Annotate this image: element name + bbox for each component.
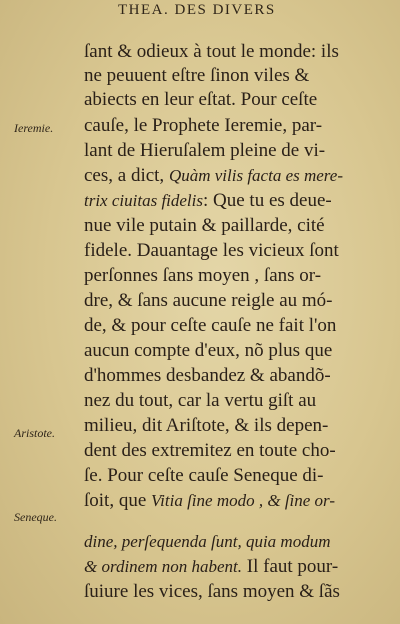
text-line-3: abiects en leur eſtat. Pour ceſte: [84, 89, 318, 110]
text-line-7: trix ciuitas fidelis: Que tu es deue-: [84, 190, 332, 211]
text-line-10: perſonnes ſans moyen , ſans or-: [84, 265, 322, 286]
latin-quote-seneque-3: & ordinem non habent.: [84, 557, 243, 576]
text-line-5: lant de Hieruſalem pleine de vi-: [84, 140, 326, 161]
text-line-18: ſe. Pour ceſte cauſe Seneque di-: [84, 465, 324, 486]
text-line-22: & ordinem non habent. Il faut pour-: [84, 556, 339, 577]
running-head: THEA. DES DIVERS: [118, 2, 276, 18]
latin-quote-ieremie-1: Quàm vilis facta es mere-: [168, 166, 343, 185]
text-line-16: milieu, dit Ariſtote, & ils depen-: [84, 415, 329, 436]
text-line-6: ces, a dict, Quàm vilis facta es mere-: [84, 165, 343, 186]
text-line-2: ne peuuent eſtre ſinon viles &: [84, 65, 310, 86]
text-line-1: ſant & odieux à tout le monde: ils: [84, 41, 339, 62]
margin-note-aristote: Aristote.: [14, 426, 55, 440]
text-line-8: nue vile putain & paillarde, cité: [84, 215, 325, 236]
text-line-23: ſuiure les vices, ſans moyen & ſãs: [84, 581, 340, 602]
margin-note-ieremie: Ieremie.: [14, 121, 54, 135]
text-line-12: de, & pour ceſte cauſe ne fait l'on: [84, 315, 337, 336]
latin-quote-seneque-2: dine, perſequenda ſunt, quia modum: [84, 532, 331, 551]
text-line-19: ſoit, que Vitia ſine modo , & ſine or-: [84, 490, 335, 511]
text-line-21: [84, 530, 330, 554]
text-line-15: nez du tout, car la vertu giſt au: [84, 390, 317, 411]
margin-note-seneque: Seneque.: [14, 510, 57, 524]
text-line-11: dre, & ſans aucune reigle au mó-: [84, 290, 333, 311]
text-line-14: d'hommes desbandez & abandõ-: [84, 365, 331, 386]
text-line-13: aucun compte d'eux, nõ plus que: [84, 340, 333, 361]
latin-quote-ieremie-2: trix ciuitas fidelis: [84, 191, 203, 210]
latin-quote-seneque-1: Vitia ſine modo , & ſine or-: [151, 491, 335, 510]
text-line-4: cauſe, le Prophete Ieremie, par-: [84, 115, 323, 136]
text-line-9: fidele. Dauantage les vicieux ſont: [84, 240, 339, 261]
text-line-17: dent des extremitez en toute cho-: [84, 440, 336, 461]
